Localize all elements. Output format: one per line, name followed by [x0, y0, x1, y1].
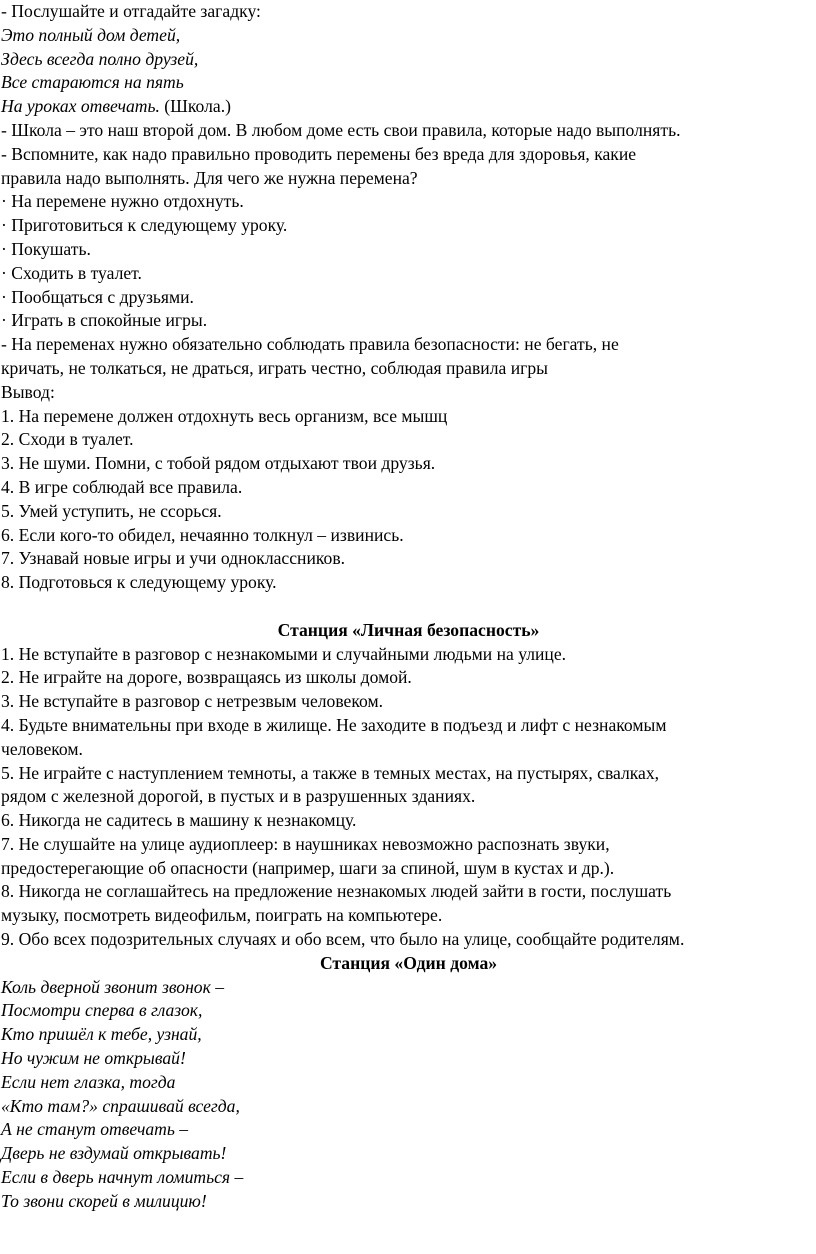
list-item: 5. Умей уступить, не ссорься.: [1, 500, 222, 521]
riddle-line: На уроках отвечать.: [1, 96, 160, 117]
list-item: предостерегающие об опасности (например, шаги за спиной, шум в кустах и др.).: [1, 857, 615, 878]
list-item: 1. На перемене должен отдохнуть весь организм, все мышц: [1, 405, 448, 426]
list-item: 7. Не слушайте на улице аудиоплеер: в наушниках невозможно распознать звуки,: [1, 833, 610, 854]
bullet-item: · На перемене нужно отдохнуть.: [1, 191, 244, 212]
poem-line: Но чужим не открывай!: [1, 1048, 186, 1069]
list-item: человеком.: [1, 738, 83, 759]
riddle-answer: (Школа.): [159, 96, 231, 117]
poem-line: Кто пришёл к тебе, узнай,: [1, 1024, 202, 1045]
list-item: 9. Обо всех подозрительных случаях и обо всем, что было на улице, сообщайте родителям.: [1, 929, 685, 950]
list-item: 2. Не играйте на дороге, возвращаясь из школы домой.: [1, 667, 412, 688]
poem-line: Если нет глазка, тогда: [1, 1071, 176, 1092]
list-item: 6. Никогда не садитесь в машину к незнакомцу.: [1, 810, 357, 831]
riddle-prompt: - Послушайте и отгадайте загадку:: [1, 1, 261, 21]
riddle-line: Все стараются на пять: [1, 72, 184, 93]
conclusion-label: Вывод:: [1, 381, 55, 402]
list-item: 8. Никогда не соглашайтесь на предложение незнакомых людей зайти в гости, послушать: [1, 881, 672, 902]
list-item: музыку, посмотреть видеофильм, поиграть на компьютере.: [1, 905, 443, 926]
poem-line: Коль дверной звонит звонок –: [1, 976, 225, 997]
list-item: 5. Не играйте с наступлением темноты, а также в темных местах, на пустырях, свалках,: [1, 762, 660, 783]
poem-line: А не станут отвечать –: [1, 1119, 189, 1140]
bullet-item: · Играть в спокойные игры.: [1, 310, 208, 331]
poem-line: «Кто там?» спрашивай всегда,: [1, 1095, 240, 1116]
poem-line: Посмотри сперва в глазок,: [1, 1000, 203, 1021]
paragraph: кричать, не толкаться, не драться, играть честно, соблюдая правила игры: [1, 357, 548, 378]
paragraph: - Школа – это наш второй дом. В любом доме есть свои правила, которые надо выполнять.: [1, 119, 681, 140]
list-item: 6. Если кого-то обидел, нечаянно толкнул – извинись.: [1, 524, 404, 545]
list-item: 4. В игре соблюдай все правила.: [1, 476, 243, 497]
list-item: рядом с железной дорогой, в пустых и в разрушенных зданиях.: [1, 786, 476, 807]
section-title-personal-safety: Станция «Личная безопасность»: [277, 619, 540, 640]
blank-line: [1, 595, 816, 619]
list-item: 4. Будьте внимательны при входе в жилище. Не заходите в подъезд и лифт с незнакомым: [1, 714, 667, 735]
bullet-item: · Покушать.: [1, 238, 91, 259]
paragraph: правила надо выполнять. Для чего же нужна перемена?: [1, 167, 418, 188]
list-item: 3. Не шуми. Помни, с тобой рядом отдыхают твои друзья.: [1, 453, 436, 474]
paragraph: - Вспомните, как надо правильно проводить перемены без вреда для здоровья, какие: [1, 143, 637, 164]
poem-line: Если в дверь начнут ломиться –: [1, 1167, 244, 1188]
bullet-item: · Пообщаться с друзьями.: [1, 286, 194, 307]
bullet-item: · Сходить в туалет.: [1, 262, 142, 283]
list-item: 3. Не вступайте в разговор с нетрезвым человеком.: [1, 691, 383, 712]
list-item: 8. Подготовься к следующему уроку.: [1, 572, 277, 593]
section-title-home-alone: Станция «Один дома»: [319, 952, 498, 973]
bullet-item: · Приготовиться к следующему уроку.: [1, 215, 288, 236]
riddle-last-line: [1, 95, 816, 119]
paragraph: - На переменах нужно обязательно соблюдать правила безопасности: не бегать, не: [1, 334, 619, 355]
riddle-line: Это полный дом детей,: [1, 24, 181, 45]
poem-line: Дверь не вздумай открывать!: [1, 1143, 227, 1164]
list-item: 1. Не вступайте в разговор с незнакомыми и случайными людьми на улице.: [1, 643, 567, 664]
list-item: 2. Сходи в туалет.: [1, 429, 134, 450]
poem-line: То звони скорей в милицию!: [1, 1190, 207, 1211]
riddle-line: Здесь всегда полно друзей,: [1, 48, 199, 69]
list-item: 7. Узнавай новые игры и учи одноклассников.: [1, 548, 346, 569]
